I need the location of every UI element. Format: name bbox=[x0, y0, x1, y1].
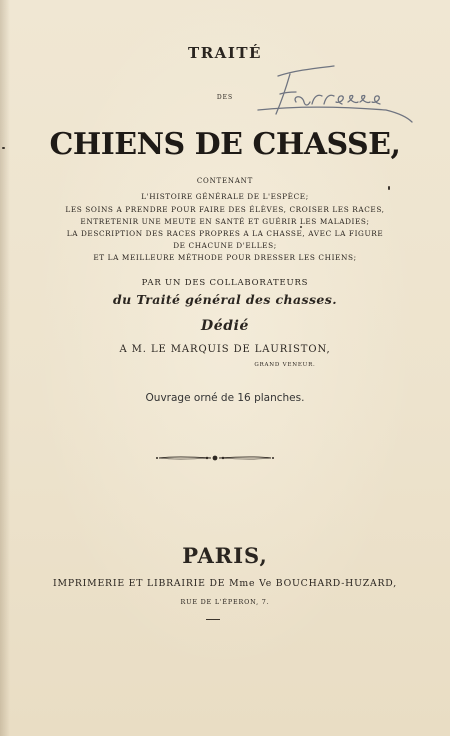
author-line: PAR UN DES COLLABORATEURS bbox=[141, 278, 309, 288]
closing-rule bbox=[206, 619, 220, 620]
description-line: ET LA MEILLEURE MÉTHODE POUR DRESSER LES CHIENS; bbox=[93, 253, 357, 262]
title-line-traite: TRAITÉ bbox=[188, 44, 262, 62]
author-work: du Traité général des chasses. bbox=[113, 292, 337, 307]
ornament-divider-icon bbox=[155, 452, 275, 464]
paper-speck bbox=[2, 147, 5, 149]
paper-speck bbox=[300, 226, 302, 228]
paper-speck bbox=[388, 186, 390, 190]
description-line: LES SOINS A PRENDRE POUR FAIRE DES ÉLÈVES, CROISER LES RACES, bbox=[65, 205, 385, 214]
dedicatee: A M. LE MARQUIS DE LAURISTON, bbox=[119, 344, 331, 355]
title-line-des: DES bbox=[216, 94, 234, 101]
page-gutter-shadow bbox=[0, 0, 10, 736]
publication-city: PARIS, bbox=[182, 543, 268, 568]
description-line: LA DESCRIPTION DES RACES PROPRES A LA CHASSE, AVEC LA FIGURE bbox=[66, 229, 384, 238]
main-title: CHIENS DE CHASSE, bbox=[49, 127, 401, 162]
description-line: DE CHACUNE D'ELLES; bbox=[173, 241, 277, 250]
publisher-address: RUE DE L'ÉPERON, 7. bbox=[180, 598, 270, 606]
publisher-line: IMPRIMERIE ET LIBRAIRIE DE Mme Ve BOUCHARD-HUZARD, bbox=[53, 578, 397, 589]
handwritten-signature bbox=[256, 58, 416, 128]
description-line: L'HISTOIRE GÉNÉRALE DE L'ESPÈCE; bbox=[141, 192, 309, 201]
illustrations-note: Ouvrage orné de 16 planches. bbox=[145, 392, 305, 404]
dedication-word: Dédié bbox=[200, 318, 250, 334]
description-line: ENTRETENIR UNE MEUTE EN SANTÉ ET GUÉRIR LES MALADIES; bbox=[80, 217, 370, 226]
contenant-label: CONTENANT bbox=[196, 177, 254, 185]
dedicatee-title: GRAND VENEUR. bbox=[254, 362, 316, 368]
